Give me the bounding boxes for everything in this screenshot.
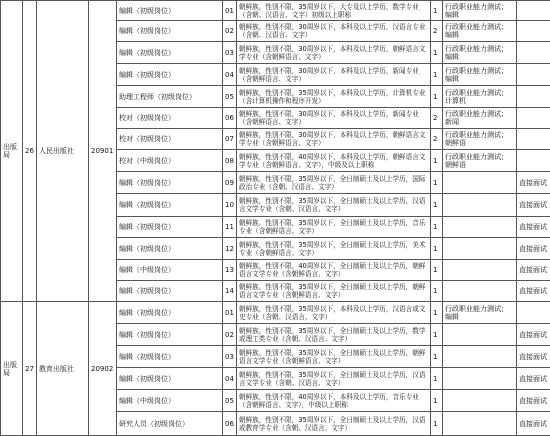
unit-code-cell: 27	[23, 302, 37, 436]
post-code-cell: 03	[223, 346, 237, 368]
post-cell: 校对（初级岗位）	[117, 129, 223, 150]
interview-cell	[517, 42, 550, 64]
requirements-cell: 朝鲜族，性别不限，40周岁以下，全日制硕士及以上学历，朝鲜语言文学专业（含朝鲜语言、文字）	[237, 260, 431, 281]
post-cell: 编辑（初级岗位）	[117, 42, 223, 64]
interview-cell	[517, 129, 550, 150]
post-code-cell: 04	[223, 64, 237, 86]
requirements-cell: 朝鲜族，性别不限，30周岁以下，本科及以上学历，新闻专业（含朝鲜语言、文字）	[237, 108, 431, 129]
interview-cell	[517, 1, 550, 21]
exam-subject-cell	[443, 217, 517, 238]
headcount-cell: 1	[431, 42, 443, 64]
post-code-cell: 10	[223, 194, 237, 217]
requirements-cell: 朝鲜族，性别不限，30周岁以下，本科及以上学历，朝鲜语言文学专业（含朝鲜语言、文字）	[237, 42, 431, 64]
interview-cell	[517, 302, 550, 324]
post-cell: 编辑（初级岗位）	[117, 238, 223, 260]
exam-subject-cell: 行政职业能力测试；编辑	[443, 64, 517, 86]
exam-subject-cell	[443, 368, 517, 390]
post-cell: 编辑（中级岗位）	[117, 260, 223, 281]
exam-subject-cell	[443, 172, 517, 194]
requirements-cell: 朝鲜族，性别不限，30周岁以下，本科及以上学历，朝鲜语言文学专业（含朝鲜语言、文字）	[237, 129, 431, 150]
headcount-cell: 1	[431, 260, 443, 281]
headcount-cell: 1	[431, 281, 443, 302]
headcount-cell: 2	[431, 108, 443, 129]
interview-cell	[517, 86, 550, 108]
requirements-cell: 朝鲜族，性别不限，30周岁以下，本科及以上学历，新闻专业（含朝鲜语言、文字）	[237, 64, 431, 86]
headcount-cell: 1	[431, 324, 443, 346]
interview-cell	[517, 150, 550, 172]
exam-subject-cell: 行政职业能力测试；朝鲜语	[443, 150, 517, 172]
exam-subject-cell: 行政职业能力测试；编辑	[443, 21, 517, 42]
headcount-cell: 1	[431, 217, 443, 238]
requirements-cell: 朝鲜族，性别不限，35周岁以下，全日制硕士及以上学历，数学或理工类专业（含朝、汉语言、文字）	[237, 324, 431, 346]
table-row	[1, 302, 550, 324]
post-code-cell: 06	[223, 412, 237, 436]
headcount-cell: 1	[431, 412, 443, 436]
interview-cell	[517, 64, 550, 86]
post-code-cell: 02	[223, 324, 237, 346]
post-code-cell: 07	[223, 129, 237, 150]
headcount-cell: 1	[431, 390, 443, 412]
exam-subject-cell	[443, 281, 517, 302]
post-cell: 编辑（初级岗位）	[117, 172, 223, 194]
headcount-cell: 1	[431, 194, 443, 217]
interview-cell: 直接面试	[517, 172, 550, 194]
exam-subject-cell	[443, 390, 517, 412]
post-cell: 助理工程师（初级岗位）	[117, 86, 223, 108]
requirements-cell: 朝鲜族，性别不限，40周岁以下，本科及以上学历，朝鲜语言文学专业（含朝鲜语言、文字），中级及以上职称	[237, 150, 431, 172]
post-code-cell: 11	[223, 217, 237, 238]
post-cell: 校对（初级岗位）	[117, 108, 223, 129]
post-code-cell: 13	[223, 260, 237, 281]
exam-subject-cell: 行政职业能力测试；编辑	[443, 302, 517, 324]
post-code-cell: 03	[223, 42, 237, 64]
exam-subject-cell: 行政职业能力测试；朝鲜语	[443, 129, 517, 150]
post-cell: 编辑（中级岗位）	[117, 390, 223, 412]
post-cell: 研究人员（初级岗位）	[117, 412, 223, 436]
exam-subject-cell: 行政职业能力测试；计算机	[443, 86, 517, 108]
exam-subject-cell: 行政职业能力测试；编辑	[443, 1, 517, 21]
post-cell: 编辑（初级岗位）	[117, 64, 223, 86]
requirements-cell: 朝鲜族，性别不限，35周岁以下，全日制硕士及以上学历，朝鲜语言文学专业（含朝鲜语言、文字）	[237, 281, 431, 302]
exam-subject-cell: 行政职业能力测试；编辑	[443, 42, 517, 64]
exam-subject-cell	[443, 324, 517, 346]
interview-cell: 直接面试	[517, 412, 550, 436]
unit-number-cell: 20902	[89, 302, 117, 436]
interview-cell: 直接面试	[517, 368, 550, 390]
interview-cell: 直接面试	[517, 390, 550, 412]
requirements-cell: 朝鲜族，性别不限，35周岁以下，本科及以上学历，计算机专业（含计算机操作和程序开发）	[237, 86, 431, 108]
requirements-cell: 朝鲜族，性别不限，35周岁以下，全日制硕士及以上学历，美术专业（含朝鲜语言、文字）	[237, 238, 431, 260]
post-cell: 编辑（初级岗位）	[117, 368, 223, 390]
interview-cell: 直接面试	[517, 324, 550, 346]
exam-subject-cell: 行政职业能力测试；新闻	[443, 108, 517, 129]
unit-name-cell: 教育出版社	[37, 302, 89, 436]
requirements-cell: 朝鲜族，性别不限，30周岁以下，本科及以上学历，汉语言专业（含朝、汉语言、文字）	[237, 21, 431, 42]
interview-cell	[517, 21, 550, 42]
interview-cell: 直接面试	[517, 217, 550, 238]
post-code-cell: 08	[223, 150, 237, 172]
department-cell: 出版局	[1, 1, 23, 302]
requirements-cell: 朝鲜族，性别不限，35周岁以下，大专及以上学历，数学专业（含朝、汉语言、文字）初级以上职称	[237, 1, 431, 21]
exam-subject-cell	[443, 412, 517, 436]
post-code-cell: 05	[223, 390, 237, 412]
interview-cell: 直接面试	[517, 346, 550, 368]
headcount-cell: 2	[431, 21, 443, 42]
post-code-cell: 09	[223, 172, 237, 194]
post-code-cell: 04	[223, 368, 237, 390]
unit-code-cell: 26	[23, 1, 37, 302]
post-code-cell: 06	[223, 108, 237, 129]
post-cell: 编辑（初级岗位）	[117, 21, 223, 42]
headcount-cell: 2	[431, 129, 443, 150]
requirements-cell: 朝鲜族，性别不限，35周岁以下，全日制硕士及以上学历，音乐专业（含朝鲜语言、文字）	[237, 217, 431, 238]
requirements-cell: 朝鲜族，性别不限，35周岁以下，全日制硕士及以上学历，汉语言文学专业（含朝、汉语言、文字）	[237, 194, 431, 217]
post-code-cell: 01	[223, 1, 237, 21]
requirements-cell: 朝鲜族，性别不限，35周岁以下，全日制硕士及以上学历，汉语言文学专业（含朝、汉语言、文字）	[237, 368, 431, 390]
post-cell: 编辑（初级岗位）	[117, 302, 223, 324]
post-cell: 校对（中级岗位）	[117, 150, 223, 172]
headcount-cell: 1	[431, 150, 443, 172]
post-cell: 编辑（初级岗位）	[117, 217, 223, 238]
headcount-cell: 1	[431, 302, 443, 324]
requirements-cell: 朝鲜族，性别不限，35周岁以下，全日制硕士及以上学历，朝鲜语言文学专业（含朝鲜语言、文字）	[237, 346, 431, 368]
post-cell: 编辑（初级岗位）	[117, 1, 223, 21]
interview-cell: 直接面试	[517, 238, 550, 260]
unit-number-cell: 20901	[89, 1, 117, 302]
interview-cell: 直接面试	[517, 260, 550, 281]
headcount-cell: 1	[431, 368, 443, 390]
post-code-cell: 14	[223, 281, 237, 302]
post-cell: 编辑（初级岗位）	[117, 324, 223, 346]
post-cell: 编辑（初级岗位）	[117, 346, 223, 368]
headcount-cell: 1	[431, 346, 443, 368]
requirements-cell: 朝鲜族，性别不限，40周岁以下，本科及以上学历，音乐专业（含朝鲜语言、文字），中级以上职称	[237, 390, 431, 412]
headcount-cell: 1	[431, 238, 443, 260]
exam-subject-cell	[443, 238, 517, 260]
interview-cell: 直接面试	[517, 281, 550, 302]
interview-cell	[517, 108, 550, 129]
post-cell: 编辑（初级岗位）	[117, 281, 223, 302]
exam-subject-cell	[443, 260, 517, 281]
requirements-cell: 朝鲜族，性别不限，35周岁以下，本科及以上学历，汉语言或文史专业（含朝、汉语言、文字）	[237, 302, 431, 324]
exam-subject-cell	[443, 346, 517, 368]
unit-name-cell: 人民出版社	[37, 1, 89, 302]
post-code-cell: 01	[223, 302, 237, 324]
headcount-cell: 1	[431, 64, 443, 86]
requirements-cell: 朝鲜族，性别不限，35周岁以下，全日制硕士及以上学历，汉语或教育学专业（含朝、汉语言、文字）	[237, 412, 431, 436]
department-cell: 出版局	[1, 302, 23, 436]
post-code-cell: 02	[223, 21, 237, 42]
exam-subject-cell	[443, 194, 517, 217]
table-row	[1, 1, 550, 21]
post-code-cell: 05	[223, 86, 237, 108]
interview-cell: 直接面试	[517, 194, 550, 217]
post-code-cell: 12	[223, 238, 237, 260]
headcount-cell: 1	[431, 86, 443, 108]
post-cell: 编辑（初级岗位）	[117, 194, 223, 217]
headcount-cell: 1	[431, 172, 443, 194]
requirements-cell: 朝鲜族，性别不限，35周岁以下，全日制硕士及以上学历，国际政治专业（含朝、汉语言、文字）	[237, 172, 431, 194]
headcount-cell: 1	[431, 1, 443, 21]
